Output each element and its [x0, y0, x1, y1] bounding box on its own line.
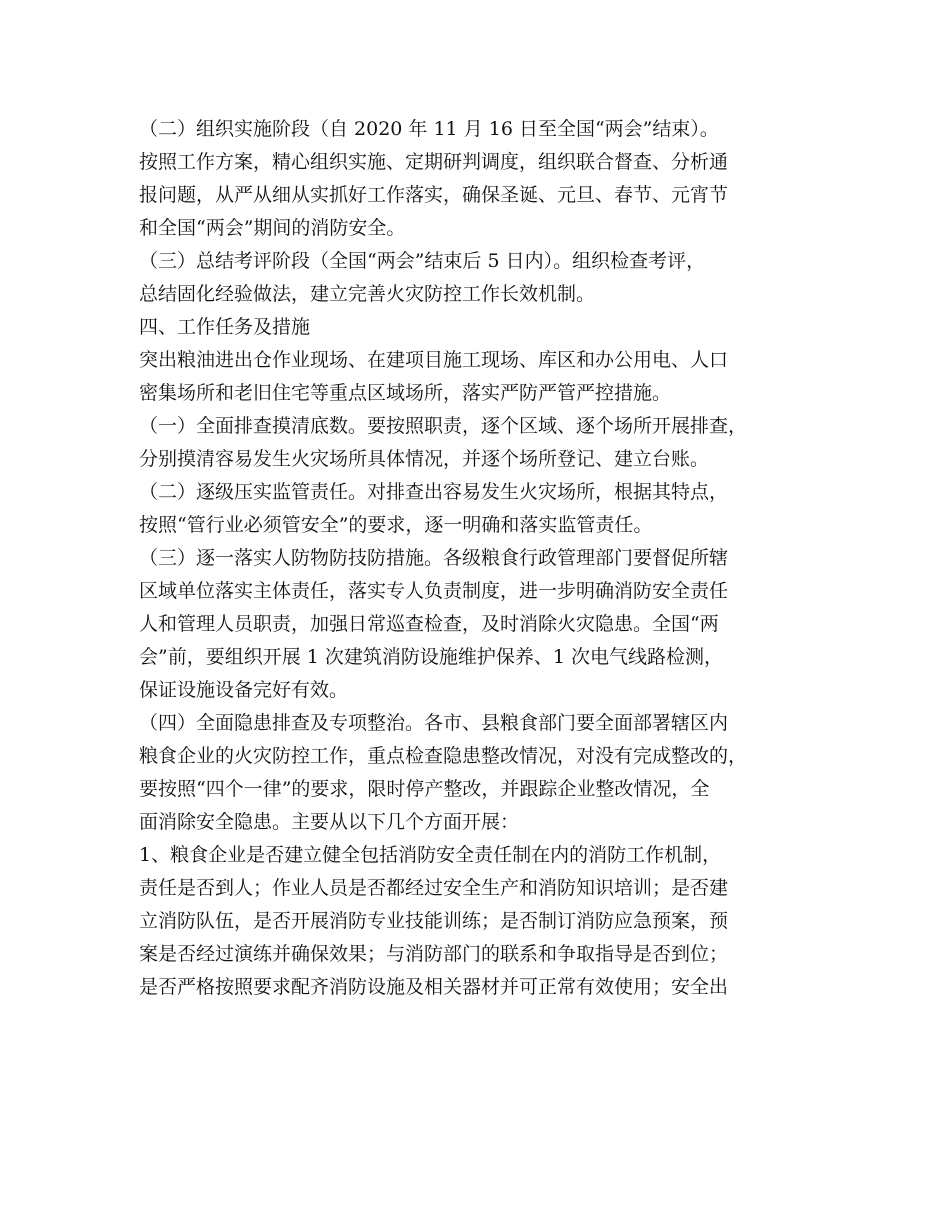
text-line: （四）全面隐患排查及专项整治。各市、县粮食部门要全面部署辖区内 [139, 712, 729, 734]
document-body [139, 113, 839, 1004]
text-line: 保证设施设备完好有效。 [139, 679, 349, 701]
text-line: 区域单位落实主体责任，落实专人负责制度，进一步明确消防安全责任 [139, 580, 729, 602]
text-line: 是否严格按照要求配齐消防设施及相关器材并可正常有效使用；安全出 [139, 976, 729, 998]
text-line: 面消除安全隐患。主要从以下几个方面开展： [139, 811, 520, 833]
text-line: （三）逐一落实人防物防技防措施。各级粮食行政管理部门要督促所辖 [139, 547, 729, 569]
text-line: 分别摸清容易发生火灾场所具体情况，并逐个场所登记、建立台账。 [139, 448, 710, 470]
text-line: 会”前，要组织开展 1 次建筑消防设施维护保养、1 次电气线路检测， [139, 646, 724, 668]
text-line: （二）组织实施阶段（自 2020 年 11 月 16 日至全国“两会”结束）。 [139, 118, 719, 140]
text-line: （二）逐级压实监管责任。对排查出容易发生火灾场所，根据其特点， [139, 481, 729, 503]
text-line: （三）总结考评阶段（全国“两会”结束后 5 日内）。组织检查考评， [139, 250, 706, 272]
text-line: 人和管理人员职责，加强日常巡查检查，及时消除火灾隐患。全国“两 [139, 613, 719, 635]
text-line: 和全国“两会”期间的消防安全。 [139, 217, 406, 239]
text-line: 总结固化经验做法，建立完善火灾防控工作长效机制。 [139, 283, 596, 305]
text-line: 密集场所和老旧住宅等重点区域场所，落实严防严管严控措施。 [139, 382, 672, 404]
text-line: 案是否经过演练并确保效果；与消防部门的联系和争取指导是否到位； [139, 943, 729, 965]
text-line: 按照“管行业必须管安全”的要求，逐一明确和落实监管责任。 [139, 514, 653, 536]
text-line: 粮食企业的火灾防控工作，重点检查隐患整改情况，对没有完成整改的， [139, 745, 748, 767]
text-line: （一）全面排查摸清底数。要按照职责，逐个区域、逐个场所开展排查， [139, 415, 748, 437]
text-line: 责任是否到人；作业人员是否都经过安全生产和消防知识培训；是否建 [139, 877, 729, 899]
text-line: 报问题，从严从细从实抓好工作落实，确保圣诞、元旦、春节、元宵节 [139, 184, 729, 206]
text-line: 按照工作方案，精心组织实施、定期研判调度，组织联合督查、分析通 [139, 151, 729, 173]
section-heading: 四、工作任务及措施 [139, 316, 311, 338]
text-line: 突出粮油进出仓作业现场、在建项目施工现场、库区和办公用电、人口 [139, 349, 729, 371]
text-line: 1、粮食企业是否建立健全包括消防安全责任制在内的消防工作机制， [139, 844, 722, 866]
text-line: 要按照“四个一律”的要求，限时停产整改，并跟踪企业整改情况，全 [139, 778, 710, 800]
text-line: 立消防队伍，是否开展消防专业技能训练；是否制订消防应急预案，预 [139, 910, 729, 932]
